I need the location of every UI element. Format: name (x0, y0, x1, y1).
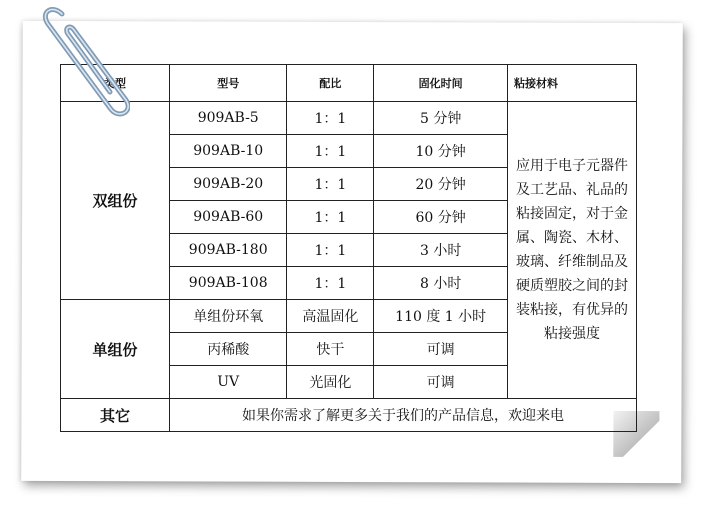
cell-model: 909AB-108 (170, 267, 287, 300)
cell-ratio: 光固化 (287, 366, 374, 399)
group-two-component: 双组份 (61, 102, 170, 300)
product-spec-table (60, 64, 637, 432)
header-row (61, 65, 637, 102)
cell-model: 909AB-20 (170, 168, 287, 201)
bond-description: 应用于电子元器件及工艺品、礼品的粘接固定，对于金属、陶瓷、木材、玻璃、纤维制品及硬质塑胶之间的封装粘接，有优异的粘接强度 (508, 102, 637, 399)
header-bond-material: 粘接材料 (508, 65, 637, 102)
cell-ratio: 1：1 (287, 135, 374, 168)
cell-model: 丙稀酸 (170, 333, 287, 366)
group-one-component: 单组份 (61, 300, 170, 399)
cell-cure-time: 60 分钟 (374, 201, 508, 234)
cell-cure-time: 10 分钟 (374, 135, 508, 168)
cell-cure-time: 可调 (374, 366, 508, 399)
cell-ratio: 1：1 (287, 168, 374, 201)
cell-cure-time: 8 小时 (374, 267, 508, 300)
cell-ratio: 1：1 (287, 234, 374, 267)
table-row (61, 102, 637, 135)
header-model: 型号 (170, 65, 287, 102)
cell-cure-time: 5 分钟 (374, 102, 508, 135)
cell-ratio: 快干 (287, 333, 374, 366)
cell-model: UV (170, 366, 287, 399)
cell-model: 909AB-180 (170, 234, 287, 267)
cell-cure-time: 20 分钟 (374, 168, 508, 201)
cell-cure-time: 可调 (374, 333, 508, 366)
cell-ratio: 1：1 (287, 201, 374, 234)
cell-model: 909AB-60 (170, 201, 287, 234)
cell-ratio: 1：1 (287, 102, 374, 135)
cell-ratio: 1：1 (287, 267, 374, 300)
cell-cure-time: 110 度 1 小时 (374, 300, 508, 333)
header-ratio: 配比 (287, 65, 374, 102)
header-cure-time: 固化时间 (374, 65, 508, 102)
cell-model: 909AB-10 (170, 135, 287, 168)
cell-model: 单组份环氧 (170, 300, 287, 333)
header-type: 类型 (61, 65, 170, 102)
cell-cure-time: 3 小时 (374, 234, 508, 267)
table-row (61, 399, 637, 432)
cell-ratio: 高温固化 (287, 300, 374, 333)
cell-model: 909AB-5 (170, 102, 287, 135)
other-contact-note: 如果你需求了解更多关于我们的产品信息，欢迎来电 (170, 399, 637, 432)
group-other: 其它 (61, 399, 170, 432)
